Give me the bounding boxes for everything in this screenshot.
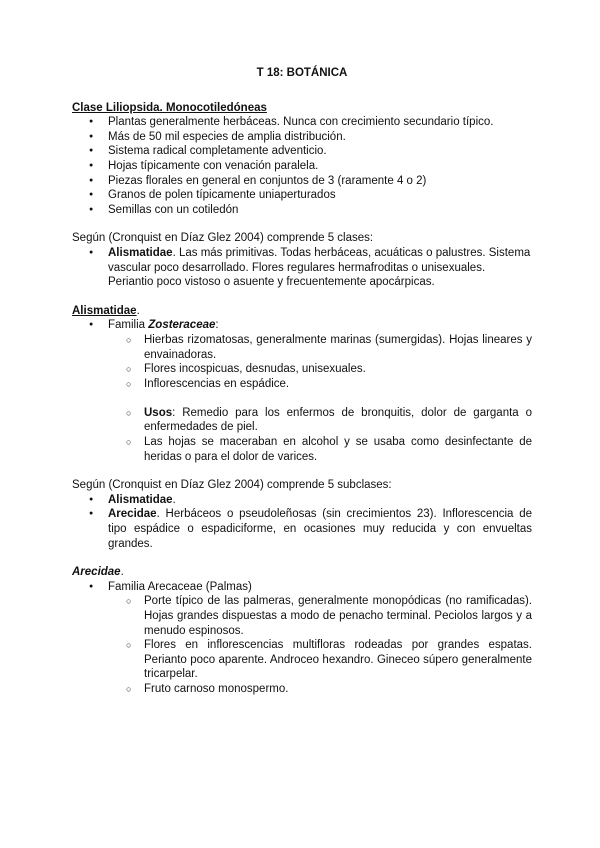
list-item: ● Plantas generalmente herbáceas. Nunca con crecimiento secundario típico. bbox=[72, 115, 532, 130]
familia-arecaceae: Familia Arecaceae (Palmas) bbox=[108, 580, 252, 593]
familia-suffix: : bbox=[215, 319, 219, 332]
alismatidae-heading: Alismatidae bbox=[72, 304, 137, 317]
alismatidae-term: Alismatidae bbox=[108, 246, 173, 259]
segun-clases-text: Según (Cronquist en Díaz Glez 2004) comprende 5 clases: bbox=[72, 232, 374, 245]
sublist-item: ○ Inflorescencias en espádice. bbox=[72, 377, 532, 392]
section-heading-arecidae bbox=[72, 565, 532, 580]
usos-sublist bbox=[108, 406, 532, 464]
segun-subclases-list bbox=[72, 493, 532, 551]
list-item: ● Más de 50 mil especies de amplia distribución. bbox=[72, 130, 532, 145]
document-page bbox=[72, 66, 532, 697]
list-item bbox=[72, 507, 532, 551]
list-item: ● Semillas con un cotiledón bbox=[72, 203, 532, 218]
alismatidae-term: Alismatidae bbox=[108, 493, 173, 506]
usos-label: Usos bbox=[144, 406, 173, 419]
heading-period: . bbox=[136, 304, 140, 317]
segun-subclases-text: Según (Cronquist en Díaz Glez 2004) comprende 5 subclases: bbox=[72, 479, 392, 492]
arecaceae-sublist bbox=[108, 594, 532, 696]
list-item bbox=[72, 246, 532, 290]
sublist-item: ○ Hierbas rizomatosas, generalmente marinas (sumergidas). Hojas lineares y envainadoras. bbox=[72, 333, 532, 362]
sublist-item: ○ Flores en inflorescencias multifloras rodeadas por grandes espatas. Perianto poco aparente. Androceo hexandro. Gineceo súpero generalmente tricarpelar. bbox=[72, 638, 532, 682]
segun-clases-list bbox=[72, 246, 532, 290]
arecidae-list bbox=[72, 580, 532, 697]
list-item: ● Sistema radical completamente adventicio. bbox=[72, 144, 532, 159]
clase-list bbox=[72, 115, 532, 217]
list-item bbox=[72, 318, 532, 464]
zosteraceae-sublist bbox=[108, 333, 532, 391]
zosteraceae-name: Zosteraceae bbox=[148, 319, 216, 332]
familia-prefix: Familia bbox=[108, 319, 149, 332]
section-heading-clase bbox=[72, 101, 532, 116]
arecidae-description: . Herbáceos o pseudoleñosas (sin crecimientos 23). Inflorescencia de tipo espádice o espadiciforme, en ocasiones muy reducida y con envueltas grandes. bbox=[108, 508, 532, 550]
sublist-item bbox=[72, 406, 532, 435]
heading-period: . bbox=[120, 566, 124, 579]
arecidae-term: Arecidae bbox=[108, 508, 157, 521]
arecidae-heading: Arecidae bbox=[72, 566, 121, 579]
alismatidae-description: . Las más primitivas. Todas herbáceas, acuáticas o palustres. Sistema vascular poco desarrollado. Flores regulares hermafroditas o unisexuales. Periantio poco vistoso o asuente y frecuentemente apocárpicas. bbox=[108, 246, 531, 289]
list-item: ● Piezas florales en general en conjuntos de 3 (raramente 4 o 2) bbox=[72, 174, 532, 189]
page-title: T 18: BOTÁNICA bbox=[256, 67, 348, 79]
list-item: ● Hojas típicamente con venación paralela. bbox=[72, 159, 532, 174]
sublist-item: ○ Las hojas se maceraban en alcohol y se usaba como desinfectante de heridas o para el dolor de varices. bbox=[72, 435, 532, 464]
list-item: ● Alismatidae. bbox=[72, 493, 532, 508]
sublist-item: ○ Flores incospicuas, desnudas, unisexuales. bbox=[72, 362, 532, 377]
sublist-item: ○ Fruto carnoso monospermo. bbox=[72, 682, 532, 697]
sublist-item: ○ Porte típico de las palmeras, generalmente monopódicas (no ramificadas). Hojas grandes dispuestas a modo de penacho terminal. Peciolos largos y a menudo espinosos. bbox=[72, 594, 532, 638]
section-heading-alismatidae bbox=[72, 304, 532, 319]
alismatidae-list bbox=[72, 318, 532, 464]
list-item bbox=[72, 580, 532, 697]
usos-text: : Remedio para los enfermos de bronquitis, dolor de garganta o enfermedades de piel. bbox=[144, 406, 532, 434]
clase-heading: Clase Liliopsida. Monocotiledóneas bbox=[72, 101, 267, 114]
list-item: ● Granos de polen típicamente uniaperturados bbox=[72, 188, 532, 203]
